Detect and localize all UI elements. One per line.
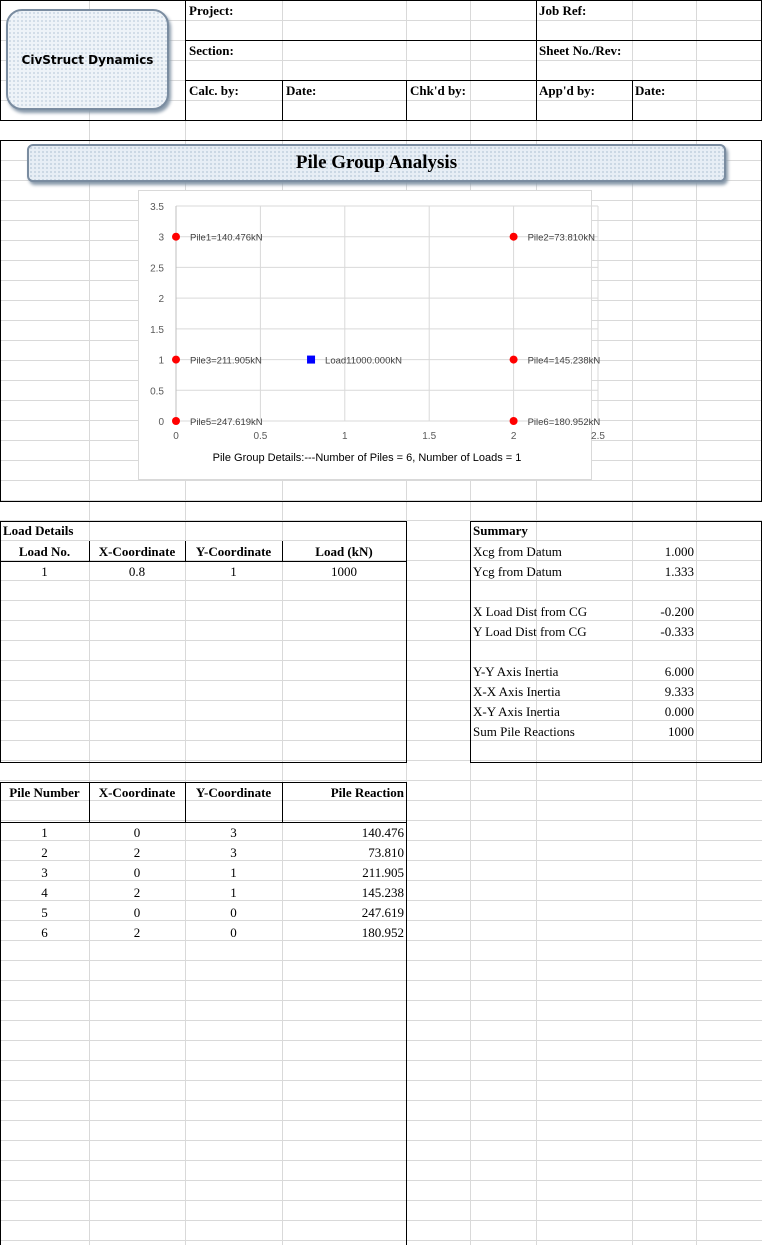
pile-cell: 4 [41, 885, 48, 900]
divider [406, 80, 407, 121]
summary-label: Sum Pile Reactions [473, 724, 575, 739]
pile-cell: 3 [230, 845, 237, 860]
divider [632, 80, 633, 121]
summary-value: 1.333 [664, 564, 694, 579]
divider [185, 40, 762, 41]
job-ref-label: Job Ref: [539, 3, 587, 18]
column-header: Load No. [18, 544, 71, 559]
pile-cell: 1 [230, 865, 237, 880]
column-header: Pile Reaction [330, 785, 404, 800]
chkd-by-label: Chk'd by: [410, 83, 466, 98]
x-tick-label: 2 [510, 431, 517, 442]
summary-value: 1000 [668, 724, 694, 739]
pile-cell: 2 [133, 845, 141, 860]
summary-label: Ycg from Datum [473, 564, 562, 579]
column-header: Y-Coordinate [195, 785, 272, 800]
column-header: Load (kN) [315, 544, 373, 559]
data-label: Pile1=140.476kN [190, 232, 263, 244]
pile-point [510, 356, 518, 364]
summary-label: X-Y Axis Inertia [473, 704, 560, 719]
summary-value: -0.333 [660, 624, 694, 639]
page-title [27, 144, 726, 182]
data-label: Pile2=73.810kN [527, 232, 595, 244]
load-cell: 1 [41, 564, 48, 579]
pile-cell: 145.238 [361, 885, 404, 900]
y-tick-label: 2.5 [150, 263, 164, 275]
divider [185, 80, 762, 81]
column-header: X-Coordinate [98, 785, 176, 800]
chart-svg [139, 191, 605, 481]
pile-point [172, 233, 180, 241]
summary-title: Summary [473, 523, 528, 538]
column-header: Y-Coordinate [195, 544, 272, 559]
divider [282, 80, 283, 121]
data-label: Pile3=211.905kN [190, 355, 262, 367]
divider [185, 0, 186, 121]
pile-cell: 3 [230, 825, 237, 840]
page-title-text: Pile Group Analysis [295, 152, 458, 173]
pile-cell: 211.905 [362, 865, 404, 880]
summary-label: Y Load Dist from CG [473, 624, 587, 639]
pile-cell: 2 [41, 845, 48, 860]
divider [536, 0, 537, 121]
data-label: Pile6=180.952kN [527, 417, 601, 428]
pile-cell: 5 [41, 905, 48, 920]
appd-by-label: App'd by: [539, 83, 595, 98]
pile-cell: 247.619 [361, 905, 404, 920]
x-tick-label: 1 [342, 431, 348, 442]
pile-group-chart [138, 190, 605, 480]
summary-label: X-X Axis Inertia [473, 684, 561, 699]
pile-cell: 0 [230, 925, 237, 940]
pile-cell: 1 [230, 885, 237, 900]
x-tick-label: 0.5 [253, 431, 268, 442]
x-tick-label: 1.5 [422, 431, 437, 442]
load-cell: 1000 [331, 564, 357, 579]
load-details-title: Load Details [3, 523, 74, 538]
company-logo [6, 9, 169, 110]
pile-cell: 0 [133, 825, 141, 840]
y-tick-label: 0 [158, 417, 164, 428]
pile-cell: 1 [41, 825, 48, 840]
y-tick-label: 1.5 [150, 324, 164, 336]
summary-label: Y-Y Axis Inertia [473, 664, 559, 679]
pile-point [510, 417, 518, 425]
y-tick-label: 1 [158, 355, 164, 367]
pile-cell: 180.952 [361, 925, 404, 940]
summary-label: X Load Dist from CG [473, 604, 588, 619]
y-tick-label: 3 [158, 232, 164, 244]
load-cell: 1 [230, 564, 237, 579]
data-label: Pile5=247.619kN [190, 417, 263, 428]
x-axis-label: Pile Group Details:---Number of Piles = 6, Number of Loads = 1 [212, 452, 522, 464]
calc-by-label: Calc. by: [189, 83, 239, 98]
y-tick-label: 3.5 [150, 202, 164, 213]
x-tick-label: 2.5 [591, 431, 605, 442]
pile-cell: 0 [230, 905, 237, 920]
project-label: Project: [189, 3, 234, 18]
pile-cell: 73.810 [368, 845, 404, 860]
summary-value: 1.000 [664, 544, 694, 559]
pile-point [172, 417, 180, 425]
summary-value: -0.200 [660, 604, 694, 619]
y-tick-label: 0.5 [150, 386, 164, 398]
data-label: Pile4=145.238kN [527, 355, 601, 367]
column-header: Pile Number [9, 785, 80, 800]
pile-cell: 0 [133, 905, 141, 920]
pile-cell: 2 [133, 885, 141, 900]
pile-cell: 6 [41, 925, 48, 940]
pile-point [172, 356, 180, 364]
pile-point [510, 233, 518, 241]
pile-cell: 3 [41, 865, 48, 880]
summary-value: 9.333 [664, 684, 694, 699]
pile-cell: 2 [133, 925, 141, 940]
load-point [307, 356, 315, 364]
sheet-label: Sheet No./Rev: [539, 43, 622, 58]
column-header: X-Coordinate [98, 544, 176, 559]
date-label-2: Date: [635, 83, 666, 98]
load-cell: 0.8 [128, 564, 146, 579]
y-tick-label: 2 [158, 294, 164, 306]
summary-value: 0.000 [664, 704, 694, 719]
pile-cell: 0 [133, 865, 141, 880]
date-label: Date: [286, 83, 317, 98]
pile-cell: 140.476 [361, 825, 404, 840]
summary-label: Xcg from Datum [473, 544, 562, 559]
company-name: CivStruct Dynamics [21, 52, 154, 67]
x-tick-label: 0 [173, 431, 179, 442]
summary-value: 6.000 [664, 664, 694, 679]
section-label: Section: [189, 43, 234, 58]
data-label: Load11000.000kN [325, 355, 402, 367]
